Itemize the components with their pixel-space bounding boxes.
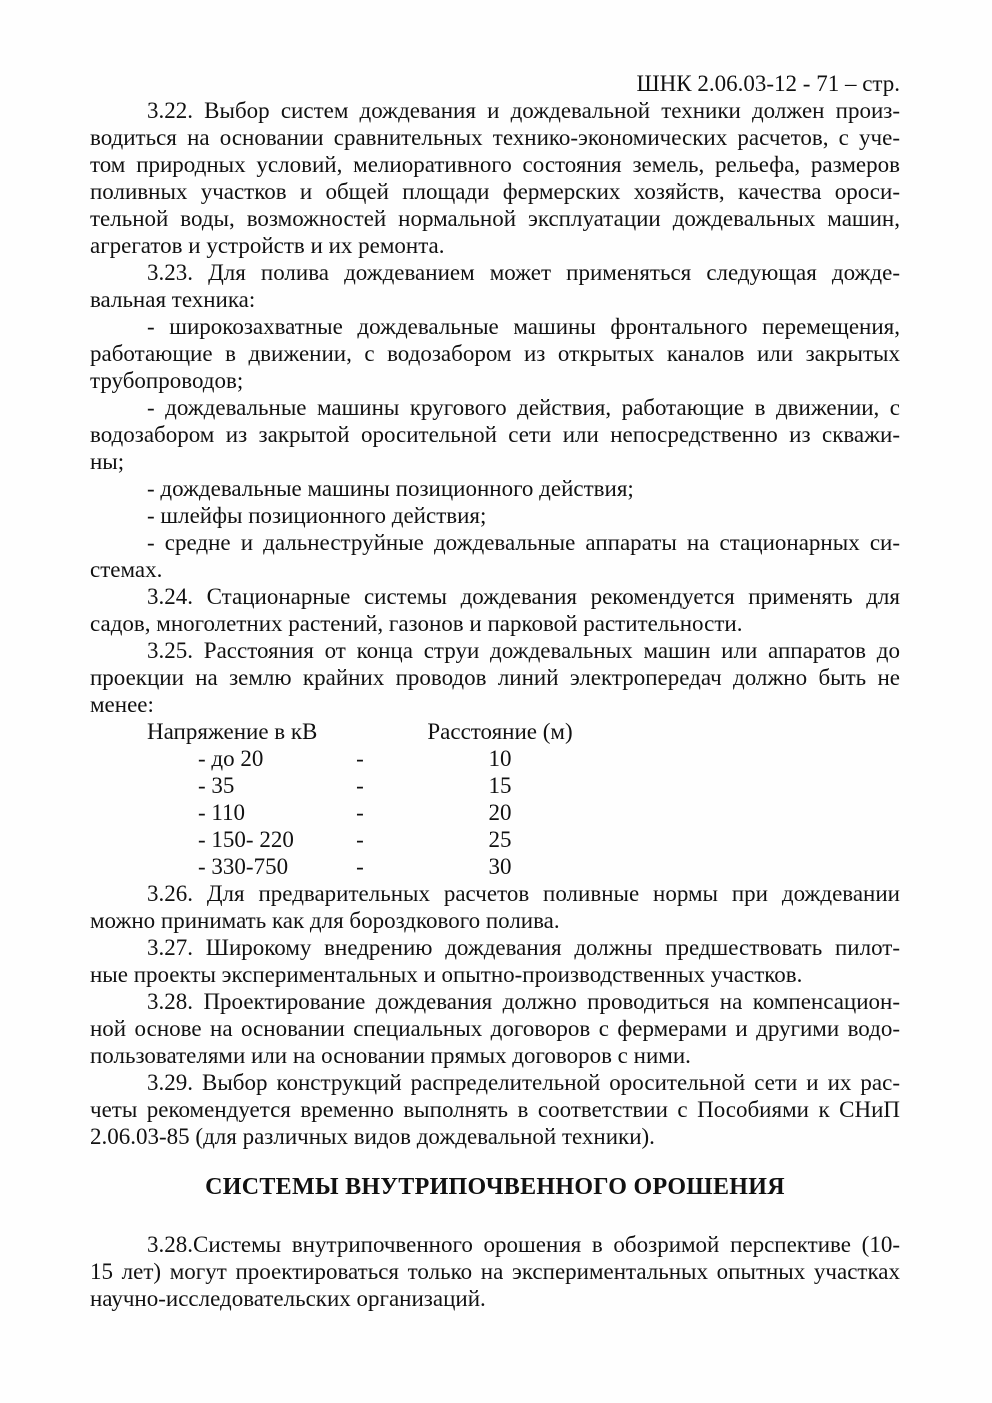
list-item-positional-machines: [90, 475, 900, 502]
text-line: 3.29. Выбор конструкций распределительной оросительной сети и их рас-: [147, 1070, 900, 1095]
list-item-wide-span-machines: [90, 313, 900, 394]
dash-separator: -: [356, 827, 364, 852]
list-item-positional-trains: [90, 502, 900, 529]
text-line: 2.06.03-85 (для различных видов дождевальной техники).: [90, 1124, 655, 1149]
text-line: ны;: [90, 449, 125, 474]
distance-cell: 30: [488, 854, 512, 879]
paragraph-3-29: [90, 1069, 900, 1150]
paragraph-3-28-subsoil: [90, 1231, 900, 1312]
table-header-voltage: Напряжение в кВ: [147, 719, 318, 744]
text-line: агрегатов и устройств и их ремонта.: [90, 233, 445, 258]
text-line: - дождевальные машины позиционного действия;: [147, 476, 634, 501]
voltage-cell: - 35: [198, 773, 235, 798]
table-row: [90, 799, 900, 826]
text-line: 3.22. Выбор систем дождевания и дождевальной техники должен произ-: [147, 98, 900, 123]
text-line: 3.28.Системы внутрипочвенного орошения в обозримой перспективе (10-: [147, 1232, 900, 1257]
distance-cell: 10: [488, 746, 512, 771]
table-header-distance: Расстояние (м): [427, 719, 573, 744]
paragraph-3-24: [90, 583, 900, 637]
text-line: садов, многолетних растений, газонов и парковой растительности.: [90, 611, 743, 636]
voltage-distance-table: [90, 718, 900, 880]
text-line: том природных условий, мелиоративного состояния земель, рельефа, размеров: [90, 152, 900, 177]
distance-cell: 20: [488, 800, 512, 825]
text-line: можно принимать как для бороздкового полива.: [90, 908, 560, 933]
text-line: научно-исследовательских организаций.: [90, 1286, 486, 1311]
text-line: проекции на землю крайних проводов линий электропередач должно быть не: [90, 665, 900, 690]
table-row: [90, 853, 900, 880]
text-line: - широкозахватные дождевальные машины фронтального перемещения,: [147, 314, 900, 339]
distance-cell: 15: [488, 773, 512, 798]
paragraph-3-22: [90, 97, 900, 259]
paragraph-3-26: [90, 880, 900, 934]
text-line: поливных участков и общей площади фермерских хозяйств, качества ороси-: [90, 179, 900, 204]
voltage-cell: - до 20: [198, 746, 264, 771]
text-line: 3.26. Для предварительных расчетов поливные нормы при дождевании: [147, 881, 900, 906]
table-row: [90, 745, 900, 772]
text-line: вальная техника:: [90, 287, 256, 312]
section-heading: СИСТЕМЫ ВНУТРИПОЧВЕННОГО ОРОШЕНИЯ: [205, 1174, 785, 1200]
text-line: 3.24. Стационарные системы дождевания рекомендуется применять для: [147, 584, 900, 609]
text-line: водиться на основании сравнительных технико-экономических расчетов, с уче-: [90, 125, 900, 150]
distance-cell: 25: [488, 827, 512, 852]
text-line: - средне и дальнеструйные дождевальные аппараты на стационарных си-: [147, 530, 900, 555]
text-line: менее:: [90, 692, 154, 717]
dash-separator: -: [356, 746, 364, 771]
text-line: 3.27. Широкому внедрению дождевания должны предшествовать пилот-: [147, 935, 900, 960]
text-line: трубопроводов;: [90, 368, 244, 393]
dash-separator: -: [356, 800, 364, 825]
text-line: - дождевальные машины кругового действия, работающие в движении, с: [147, 395, 900, 420]
voltage-cell: - 150- 220: [198, 827, 294, 852]
paragraph-3-28: [90, 988, 900, 1069]
voltage-cell: - 330-750: [198, 854, 289, 879]
paragraph-3-23: [90, 259, 900, 313]
text-line: четы рекомендуется временно выполнять в соответствии с Пособиями к СНиП: [90, 1097, 900, 1122]
table-header-row: [90, 718, 900, 745]
text-line: 15 лет) могут проектироваться только на экспериментальных опытных участках: [90, 1259, 900, 1284]
paragraph-3-27: [90, 934, 900, 988]
text-line: - шлейфы позиционного действия;: [147, 503, 487, 528]
text-line: 3.23. Для полива дождеванием может применяться следующая дожде-: [147, 260, 900, 285]
table-row: [90, 772, 900, 799]
dash-separator: -: [356, 773, 364, 798]
paragraph-3-25: [90, 637, 900, 718]
list-item-circular-machines: [90, 394, 900, 475]
text-line: 3.28. Проектирование дождевания должно проводиться на компенсацион-: [147, 989, 900, 1014]
text-line: водозабором из закрытой оросительной сети или непосредственно из скважи-: [90, 422, 900, 447]
dash-separator: -: [356, 854, 364, 879]
text-line: ные проекты экспериментальных и опытно-производственных участков.: [90, 962, 803, 987]
page-header: ШНК 2.06.03-12 - 71 – стр.: [636, 71, 900, 96]
text-line: работающие в движении, с водозабором из открытых каналов или закрытых: [90, 341, 900, 366]
text-line: пользователями или на основании прямых договоров с ними.: [90, 1043, 691, 1068]
text-line: стемах.: [90, 557, 163, 582]
list-item-stationary-sprinklers: [90, 529, 900, 583]
voltage-cell: - 110: [198, 800, 246, 825]
text-line: 3.25. Расстояния от конца струи дождевальных машин или аппаратов до: [147, 638, 900, 663]
text-line: ной основе на основании специальных договоров с фермерами и другими водо-: [90, 1016, 900, 1041]
table-row: [90, 826, 900, 853]
text-line: тельной воды, возможностей нормальной эксплуатации дождевальных машин,: [90, 206, 900, 231]
